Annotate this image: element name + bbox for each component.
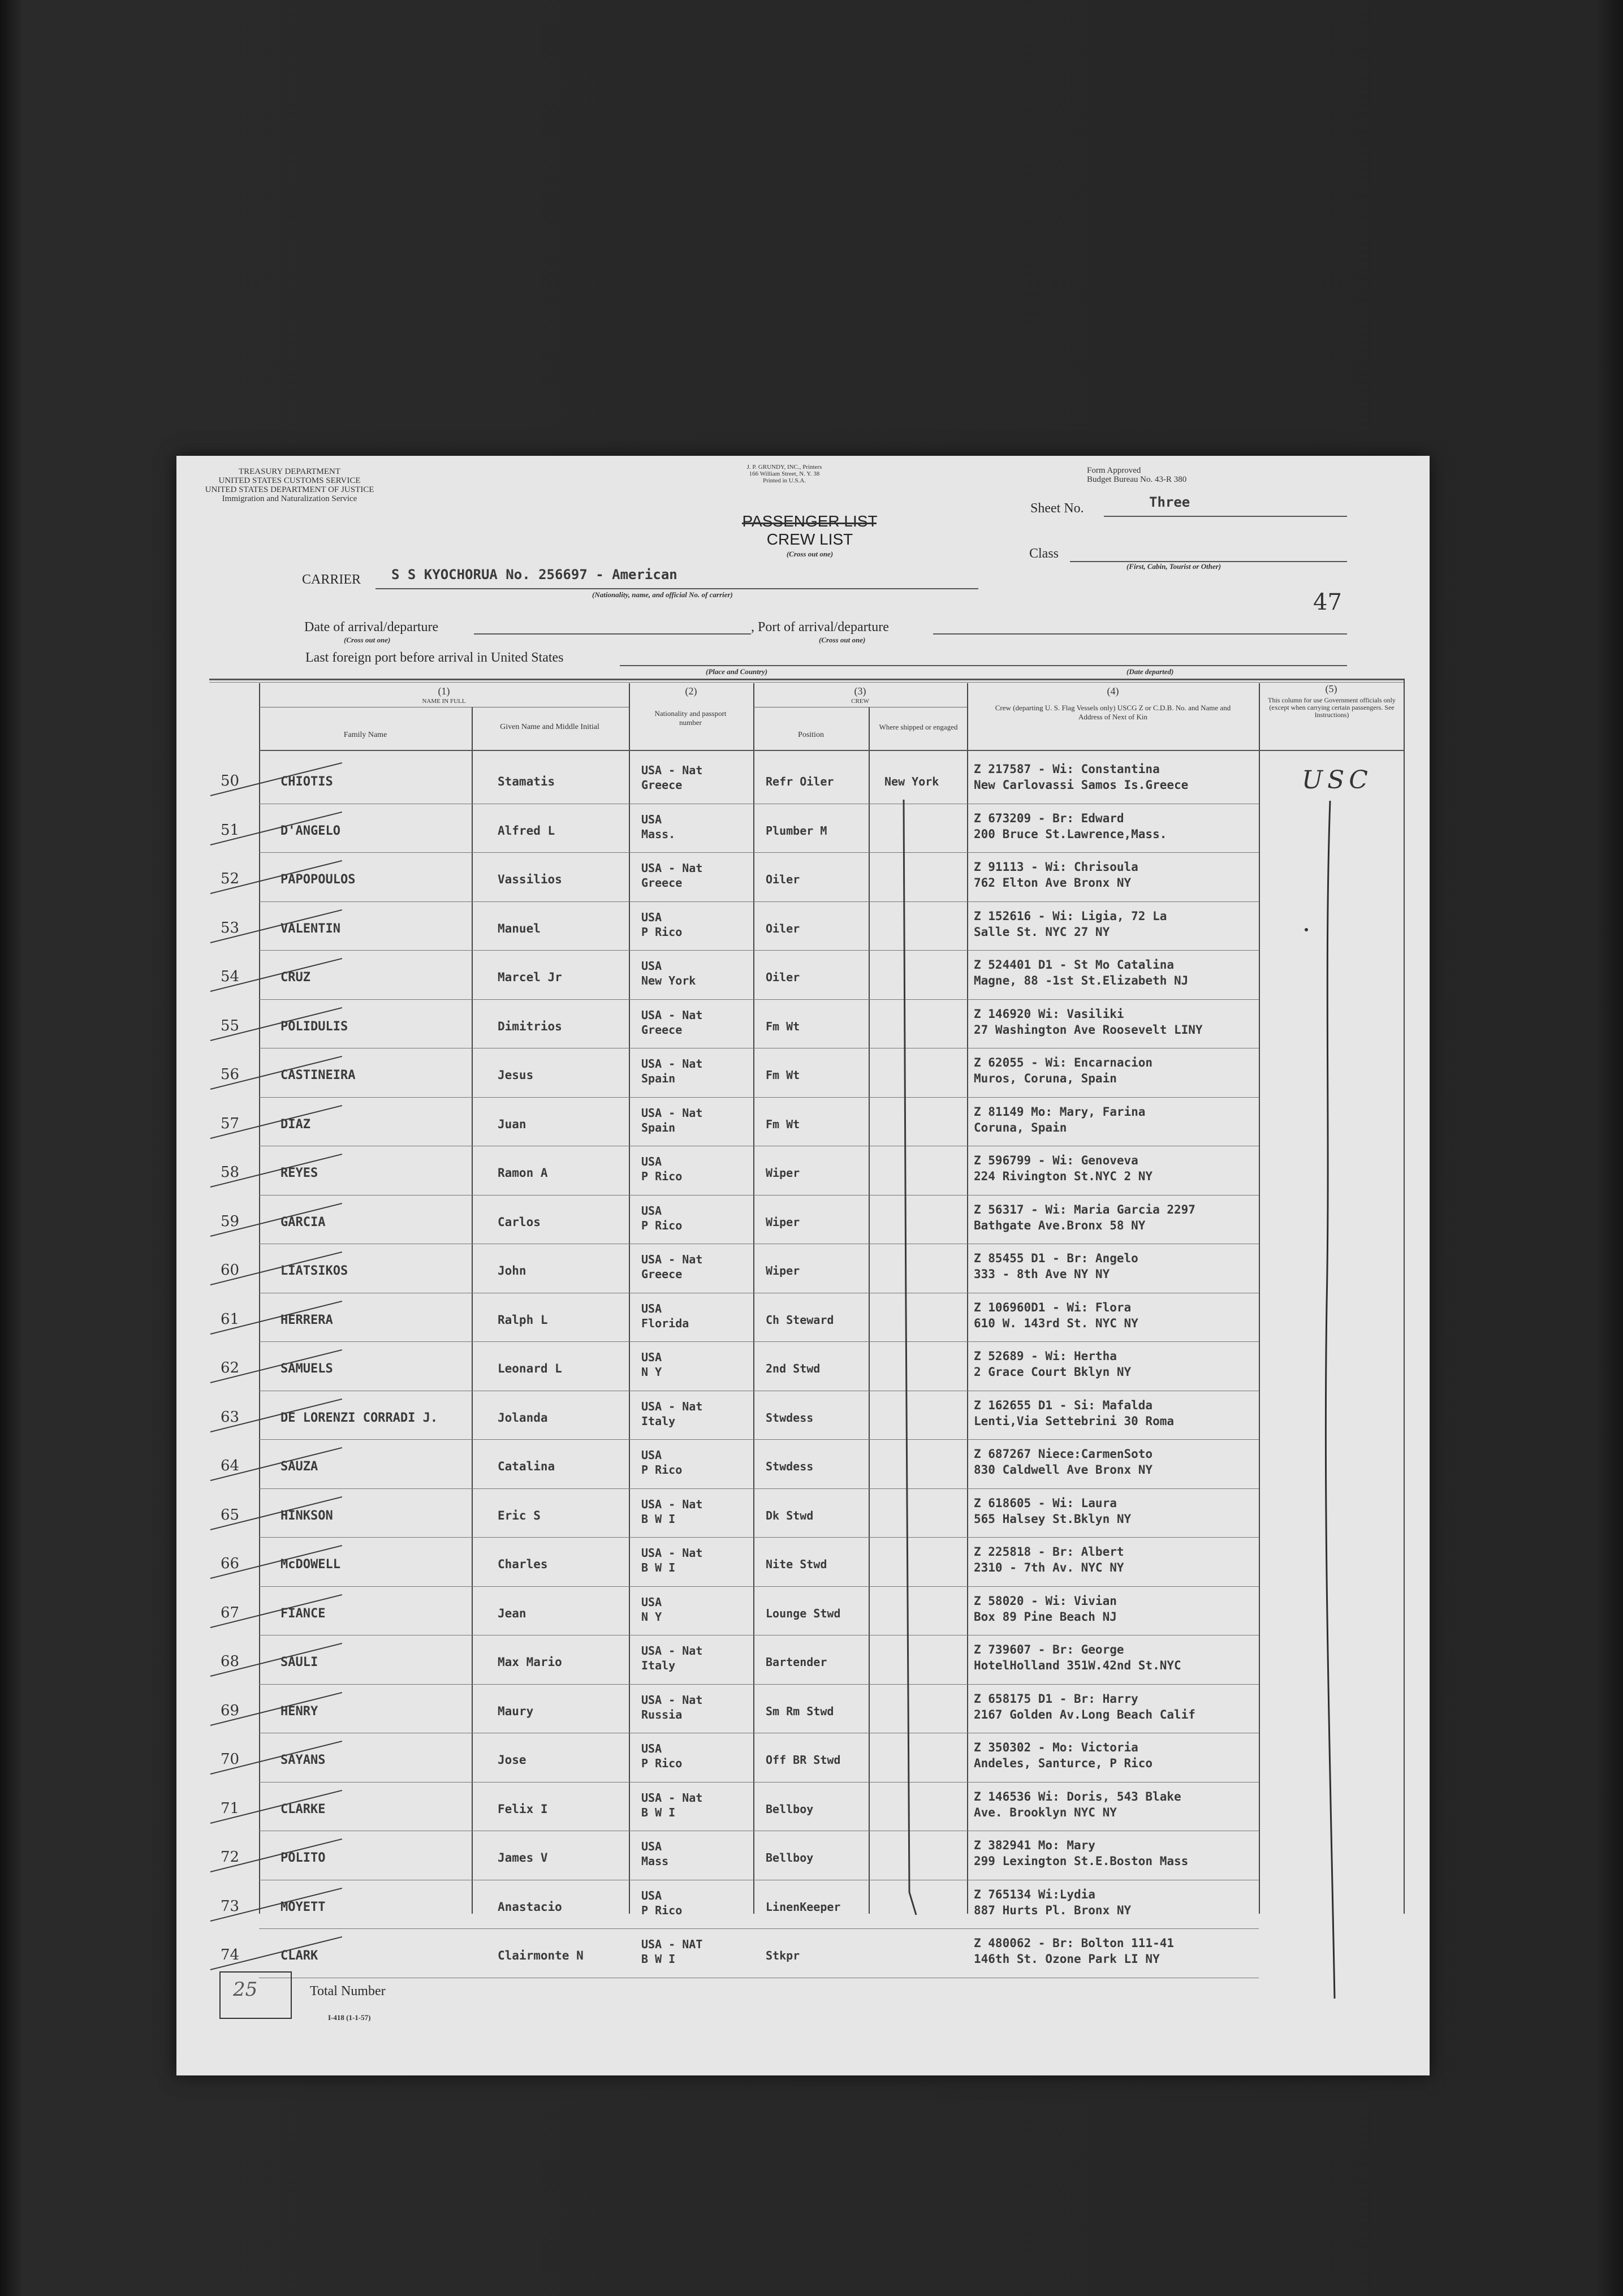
position: Bartender [766,1655,827,1669]
family-name: CRUZ [280,970,310,985]
col5-number: (5) [1325,683,1337,694]
handwritten-marks [176,456,1430,2075]
carrier-value: S S KYOCHORUA No. 256697 - American [391,567,677,582]
position: Wiper [766,1215,800,1229]
kin-line1: Z 162655 D1 - Si: Mafalda [974,1398,1153,1412]
row-number: 63 [221,1408,240,1426]
official-note: USC [1302,766,1372,795]
col4-title: Crew (departing U. S. Flag Vessels only) USCG Z or C.D.B. No. and Name and Address of Next of Kin [995,704,1231,721]
carrier-note: (Nationality, name, and official No. of carrier) [592,590,733,599]
family-name: HERRERA [280,1313,333,1327]
given-name: John [498,1264,526,1278]
position: Wiper [766,1166,800,1180]
carrier-label: CARRIER [302,572,361,587]
col2-number: (2) [685,685,697,697]
family-name: SAULI [280,1655,318,1669]
given-name: Ralph L [498,1313,548,1327]
nationality-line1: USA [641,1448,662,1462]
kin-line2: 299 Lexington St.E.Boston Mass [974,1854,1189,1868]
kin-line2: 565 Halsey St.Bklyn NY [974,1512,1132,1526]
row-number: 74 [221,1947,240,1963]
row-number: 60 [221,1262,240,1279]
given-name: Jean [498,1606,526,1620]
position: Wiper [766,1264,800,1278]
family-name: SAMUELS [280,1362,333,1376]
given-name: Felix I [498,1802,548,1816]
kin-line1: Z 217587 - Wi: Constantina [974,762,1160,776]
position: Refr Oiler [766,775,834,788]
kin-line1: Z 62055 - Wi: Encarnacion [974,1056,1153,1069]
family-name: GARCIA [280,1215,326,1229]
given-name: Marcel Jr [498,970,562,984]
nationality-line2: Greece [641,1267,683,1281]
kin-line1: Z 673209 - Br: Edward [974,811,1124,825]
kin-line1: Z 524401 D1 - St Mo Catalina [974,958,1175,972]
kin-line1: Z 480062 - Br: Bolton 111-41 [974,1936,1175,1950]
kin-line2: Bathgate Ave.Bronx 58 NY [974,1218,1146,1232]
nationality-line2: Greece [641,778,683,792]
nationality-line1: USA - Nat [641,1693,703,1707]
kin-line1: Z 56317 - Wi: Maria Garcia 2297 [974,1202,1195,1216]
given-name: Anastacio [498,1900,562,1914]
col3-number: (3) [854,685,866,697]
given-name: Jolanda [498,1410,548,1425]
kin-line2: 610 W. 143rd St. NYC NY [974,1316,1138,1330]
agency-line: TREASURY DEPARTMENT [238,467,341,476]
nationality-line2: N Y [641,1609,662,1624]
agency-line: UNITED STATES CUSTOMS SERVICE [218,476,361,485]
nationality-line1: USA [641,1203,662,1218]
row-number: 59 [221,1212,240,1230]
nationality-line2: B W I [641,1952,676,1966]
date-note: (Cross out one) [344,636,391,644]
position: Nite Stwd [766,1557,827,1571]
family-name: CLARKE [280,1802,326,1816]
kin-line2: 224 Rivington St.NYC 2 NY [974,1169,1153,1183]
kin-line1: Z 52689 - Wi: Hertha [974,1349,1117,1363]
kin-line1: Z 91113 - Wi: Chrisoula [974,860,1138,874]
kin-line2: 2310 - 7th Av. NYC NY [974,1561,1124,1574]
kin-line2: Magne, 88 -1st St.Elizabeth NJ [974,974,1189,987]
kin-line1: Z 81149 Mo: Mary, Farina [974,1104,1146,1119]
class-note: (First, Cabin, Tourist or Other) [1126,562,1221,571]
nationality-line1: USA - NAT [641,1937,703,1951]
sheet-value: Three [1149,494,1190,510]
given-name: Jose [498,1753,526,1767]
given-name: Jesus [498,1068,534,1082]
kin-line1: Z 596799 - Wi: Genoveva [974,1154,1138,1167]
family-name: DE LORENZI CORRADI J. [280,1410,438,1425]
family-name: FIANCE [280,1606,326,1621]
row-number: 71 [221,1799,240,1817]
nationality-line2: P Rico [641,1463,683,1477]
kin-line1: Z 146920 Wi: Vasiliki [974,1007,1124,1021]
shipped-place: New York [884,775,939,788]
family-name: DIAZ [280,1117,310,1132]
nationality-line1: USA [641,1350,662,1364]
kin-line2: Salle St. NYC 27 NY [974,925,1110,939]
given-name: Charles [498,1557,548,1571]
nationality-line2: Italy [641,1659,676,1672]
family-name: HINKSON [280,1508,333,1523]
shipped-header: Where shipped or engaged [879,723,958,731]
class-label: Class [1029,546,1059,561]
kin-line2: 333 - 8th Ave NY NY [974,1267,1110,1281]
port-label: , Port of arrival/departure [751,620,889,635]
kin-line1: Z 350302 - Mo: Victoria [974,1741,1138,1754]
row-number: 66 [221,1555,240,1572]
col3-title: CREW [851,698,869,705]
given-name: Ramon A [498,1166,548,1180]
family-name: PAPOPOULOS [280,873,356,887]
family-name: POLIDULIS [280,1019,348,1034]
sheet-label: Sheet No. [1030,501,1084,516]
kin-line1: Z 106960D1 - Wi: Flora [974,1300,1132,1314]
kin-line2: 887 Hurts Pl. Bronx NY [974,1903,1132,1917]
row-number: 68 [221,1653,240,1670]
crew-list-title: CREW LIST [766,530,853,548]
nationality-line1: USA - Nat [641,861,703,875]
row-number: 53 [221,919,240,936]
kin-line1: Z 58020 - Wi: Vivian [974,1594,1117,1608]
printer-line: J. P. GRUNDY, INC., Printers [746,464,822,471]
nationality-line1: USA [641,812,662,826]
kin-line1: Z 739607 - Br: George [974,1643,1124,1656]
crew-list-document [176,456,1430,2075]
given-name: Vassilios [498,873,562,886]
kin-line2: 2167 Golden Av.Long Beach Calif [974,1707,1195,1721]
kin-line1: Z 658175 D1 - Br: Harry [974,1691,1138,1706]
nationality-line1: USA [641,1595,662,1609]
col5-title: This column for use Government officials only (except when carrying certain passengers. See Instructions) [1268,696,1396,719]
position: Oiler [766,921,800,935]
nationality-line2: B W I [641,1512,676,1526]
kin-line2: 27 Washington Ave Roosevelt LINY [974,1022,1203,1037]
kin-line1: Z 618605 - Wi: Laura [974,1496,1117,1510]
nationality-line1: USA - Nat [641,763,703,777]
given-name: Carlos [498,1215,541,1229]
nationality-line2: Florida [641,1316,689,1330]
position: 2nd Stwd [766,1362,821,1375]
passenger-list-title: PASSENGER LIST [742,512,878,530]
kin-line2: HotelHolland 351W.42nd St.NYC [974,1659,1181,1672]
row-number: 57 [221,1115,240,1132]
nationality-line1: USA [641,959,662,973]
nationality-line2: Italy [641,1414,676,1428]
position: Stwdess [766,1460,814,1473]
kin-line1: Z 687267 Niece:CarmenSoto [974,1447,1153,1461]
given-name: Alfred L [498,823,555,838]
position: LinenKeeper [766,1900,841,1914]
family-name-header: Family Name [343,731,387,739]
given-name: Clairmonte N [498,1949,584,1962]
kin-line1: Z 225818 - Br: Albert [974,1545,1124,1559]
nationality-line1: USA - Nat [641,1790,703,1805]
page-number: 47 [1313,589,1342,615]
col2-title: Nationality and passport number [654,709,727,727]
nationality-line2: Spain [641,1072,676,1085]
family-name: HENRY [280,1704,318,1719]
nationality-line1: USA [641,910,662,924]
position-header: Position [798,731,824,739]
row-number: 70 [221,1751,240,1768]
nationality-line1: USA - Nat [641,1106,703,1120]
nationality-line2: Mass [641,1854,669,1868]
nationality-line2: Greece [641,1022,683,1037]
total-value: 25 [233,1978,258,2001]
kin-line2: Ave. Brooklyn NYC NY [974,1805,1117,1819]
nationality-line1: USA [641,1888,662,1902]
nationality-line2: Spain [641,1120,676,1134]
row-number: 65 [221,1506,240,1524]
nationality-line1: USA - Nat [641,1008,703,1022]
row-number: 50 [221,772,240,789]
col1-title: NAME IN FULL [422,698,466,705]
family-name: SAYANS [280,1753,326,1767]
kin-line1: Z 152616 - Wi: Ligia, 72 La [974,909,1167,923]
kin-line2: 2 Grace Court Bklyn NY [974,1365,1132,1379]
nationality-line2: P Rico [641,1169,683,1183]
row-number: 72 [221,1849,240,1866]
given-name: Manuel [498,921,541,935]
nationality-line1: USA - Nat [641,1546,703,1560]
row-number: 55 [221,1017,240,1034]
family-name: CLARK [280,1949,318,1963]
kin-line2: Coruna, Spain [974,1120,1067,1134]
printer-line: 166 William Street, N. Y. 38 [749,471,820,477]
family-name: D'ANGELO [280,823,340,838]
position: Ch Steward [766,1313,834,1327]
position: Dk Stwd [766,1508,814,1522]
family-name: VALENTIN [280,921,340,936]
nationality-line2: P Rico [641,925,683,939]
nationality-line1: USA [641,1155,662,1168]
family-name: SAUZA [280,1460,318,1474]
row-number: 67 [221,1604,240,1621]
nationality-line2: P Rico [641,1756,683,1770]
kin-line1: Z 85455 D1 - Br: Angelo [974,1251,1138,1265]
given-name: Eric S [498,1508,541,1522]
family-name: CASTINEIRA [280,1068,356,1082]
kin-line2: Muros, Coruna, Spain [974,1072,1117,1085]
nationality-line2: P Rico [641,1218,683,1232]
kin-line2: 200 Bruce St.Lawrence,Mass. [974,827,1167,841]
nationality-line1: USA - Nat [641,1399,703,1413]
row-number: 62 [221,1360,240,1376]
printer-line: Printed in U.S.A. [762,477,806,484]
place-note: (Place and Country) [706,667,768,676]
nationality-line2: B W I [641,1805,676,1819]
form-approved-line: Budget Bureau No. 43-R 380 [1087,475,1187,484]
form-code: I-418 (1-1-57) [328,2013,371,2022]
kin-line2: Andeles, Santurce, P Rico [974,1756,1153,1770]
nationality-line1: USA [641,1742,662,1755]
nationality-line2: P Rico [641,1903,683,1917]
nationality-line2: New York [641,974,696,987]
last-port-label: Last foreign port before arrival in United States [305,650,564,665]
given-name: Dimitrios [498,1019,562,1033]
row-number: 61 [221,1310,240,1328]
col4-number: (4) [1107,685,1119,697]
row-number: 56 [221,1066,240,1083]
row-number: 64 [221,1457,240,1474]
port-note: (Cross out one) [819,636,866,644]
family-name: CHIOTIS [280,775,333,789]
nationality-line2: Mass. [641,827,676,841]
position: Oiler [766,873,800,886]
given-name: Leonard L [498,1362,562,1375]
row-number: 69 [221,1702,240,1719]
given-name: Max Mario [498,1655,562,1669]
kin-line2: Box 89 Pine Beach NJ [974,1609,1117,1624]
nationality-line1: USA - Nat [641,1253,703,1266]
agency-line: Immigration and Naturalization Service [222,494,357,503]
position: Lounge Stwd [766,1606,841,1620]
nationality-line1: USA [641,1840,662,1853]
family-name: LIATSIKOS [280,1264,348,1278]
family-name: POLITO [280,1851,326,1865]
form-approved-line: Form Approved [1087,466,1141,475]
kin-line2: Lenti,Via Settebrini 30 Roma [974,1414,1175,1428]
nationality-line1: USA - Nat [641,1057,703,1071]
nationality-line2: Greece [641,876,683,890]
given-name: Catalina [498,1460,555,1473]
row-number: 51 [221,821,240,839]
family-name: MOYETT [280,1900,326,1914]
position: Off BR Stwd [766,1753,841,1767]
row-number: 73 [221,1897,240,1915]
family-name: REYES [280,1166,318,1180]
position: Fm Wt [766,1117,800,1131]
row-number: 58 [221,1164,240,1181]
kin-line1: Z 146536 Wi: Doris, 543 Blake [974,1789,1181,1803]
position: Fm Wt [766,1019,800,1033]
nationality-line1: USA - Nat [641,1644,703,1658]
position: Plumber M [766,823,827,838]
kin-line1: Z 765134 Wi:Lydia [974,1887,1095,1901]
given-name-header: Given Name and Middle Initial [500,723,599,731]
total-label: Total Number [310,1984,386,1999]
kin-line1: Z 382941 Mo: Mary [974,1838,1095,1852]
position: Stwdess [766,1410,814,1425]
kin-line2: 146th St. Ozone Park LI NY [974,1952,1160,1966]
kin-line2: 762 Elton Ave Bronx NY [974,876,1132,890]
nationality-line2: Russia [641,1707,683,1721]
nationality-line2: B W I [641,1561,676,1574]
position: Bellboy [766,1851,814,1865]
position: Sm Rm Stwd [766,1704,834,1718]
position: Bellboy [766,1802,814,1816]
nationality-line2: N Y [641,1365,662,1379]
position: Oiler [766,970,800,984]
cross-out-note: (Cross out one) [786,550,834,558]
row-number: 54 [221,968,240,985]
position: Fm Wt [766,1068,800,1082]
row-number: 52 [221,870,240,887]
agency-line: UNITED STATES DEPARTMENT OF JUSTICE [205,485,374,494]
given-name: Maury [498,1704,534,1718]
nationality-line1: USA - Nat [641,1497,703,1511]
given-name: James V [498,1851,548,1865]
kin-line2: 830 Caldwell Ave Bronx NY [974,1463,1153,1477]
family-name: McDOWELL [280,1557,340,1572]
kin-line2: New Carlovassi Samos Is.Greece [974,778,1189,792]
given-name: Juan [498,1117,526,1131]
col1-number: (1) [438,685,450,697]
given-name: Stamatis [498,775,555,788]
date-departed-note: (Date departed) [1126,667,1174,676]
nationality-line1: USA [641,1301,662,1315]
date-label: Date of arrival/departure [304,620,439,635]
position: Stkpr [766,1949,800,1962]
